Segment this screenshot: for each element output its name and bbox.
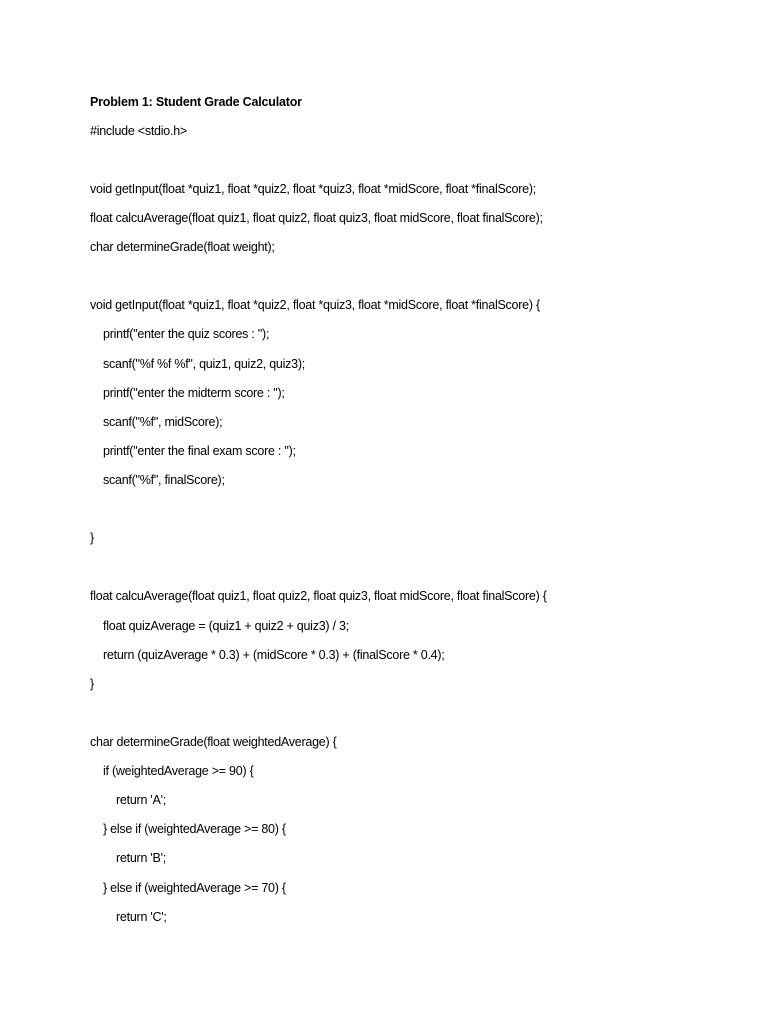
code-line-printf-midterm: printf("enter the midterm score : "); xyxy=(103,386,285,400)
code-line-elseif-80: } else if (weightedAverage >= 80) { xyxy=(103,822,286,836)
document-title: Problem 1: Student Grade Calculator xyxy=(90,95,302,109)
code-line-getinput-header: void getInput(float *quiz1, float *quiz2, float *quiz3, float *midScore, float *finalScore) { xyxy=(90,298,540,312)
code-line-printf-quiz: printf("enter the quiz scores : "); xyxy=(103,327,270,341)
code-line-return-b: return 'B'; xyxy=(116,851,166,865)
code-line-determinegrade-header: char determineGrade(float weightedAverage) { xyxy=(90,735,337,749)
code-line-quizaverage: float quizAverage = (quiz1 + quiz2 + quiz3) / 3; xyxy=(103,619,349,633)
code-line-close-calcuaverage: } xyxy=(90,677,94,691)
code-line-scanf-midterm: scanf("%f", midScore); xyxy=(103,415,223,429)
code-line-scanf-final: scanf("%f", finalScore); xyxy=(103,473,225,487)
code-line-prototype-getinput: void getInput(float *quiz1, float *quiz2, float *quiz3, float *midScore, float *finalScore); xyxy=(90,182,537,196)
code-line-include: #include <stdio.h> xyxy=(90,124,187,138)
code-line-return-c: return 'C'; xyxy=(116,910,167,924)
code-line-close-getinput: } xyxy=(90,531,94,545)
code-line-calcuaverage-header: float calcuAverage(float quiz1, float quiz2, float quiz3, float midScore, float finalScore) { xyxy=(90,589,547,603)
code-line-scanf-quiz: scanf("%f %f %f", quiz1, quiz2, quiz3); xyxy=(103,357,305,371)
code-line-return-a: return 'A'; xyxy=(116,793,166,807)
code-line-if-90: if (weightedAverage >= 90) { xyxy=(103,764,254,778)
code-line-prototype-calcuaverage: float calcuAverage(float quiz1, float quiz2, float quiz3, float midScore, float finalScore); xyxy=(90,211,543,225)
code-line-elseif-70: } else if (weightedAverage >= 70) { xyxy=(103,881,286,895)
code-line-printf-final: printf("enter the final exam score : "); xyxy=(103,444,296,458)
code-line-return-weighted: return (quizAverage * 0.3) + (midScore * 0.3) + (finalScore * 0.4); xyxy=(103,648,445,662)
code-line-prototype-determinegrade: char determineGrade(float weight); xyxy=(90,240,275,254)
